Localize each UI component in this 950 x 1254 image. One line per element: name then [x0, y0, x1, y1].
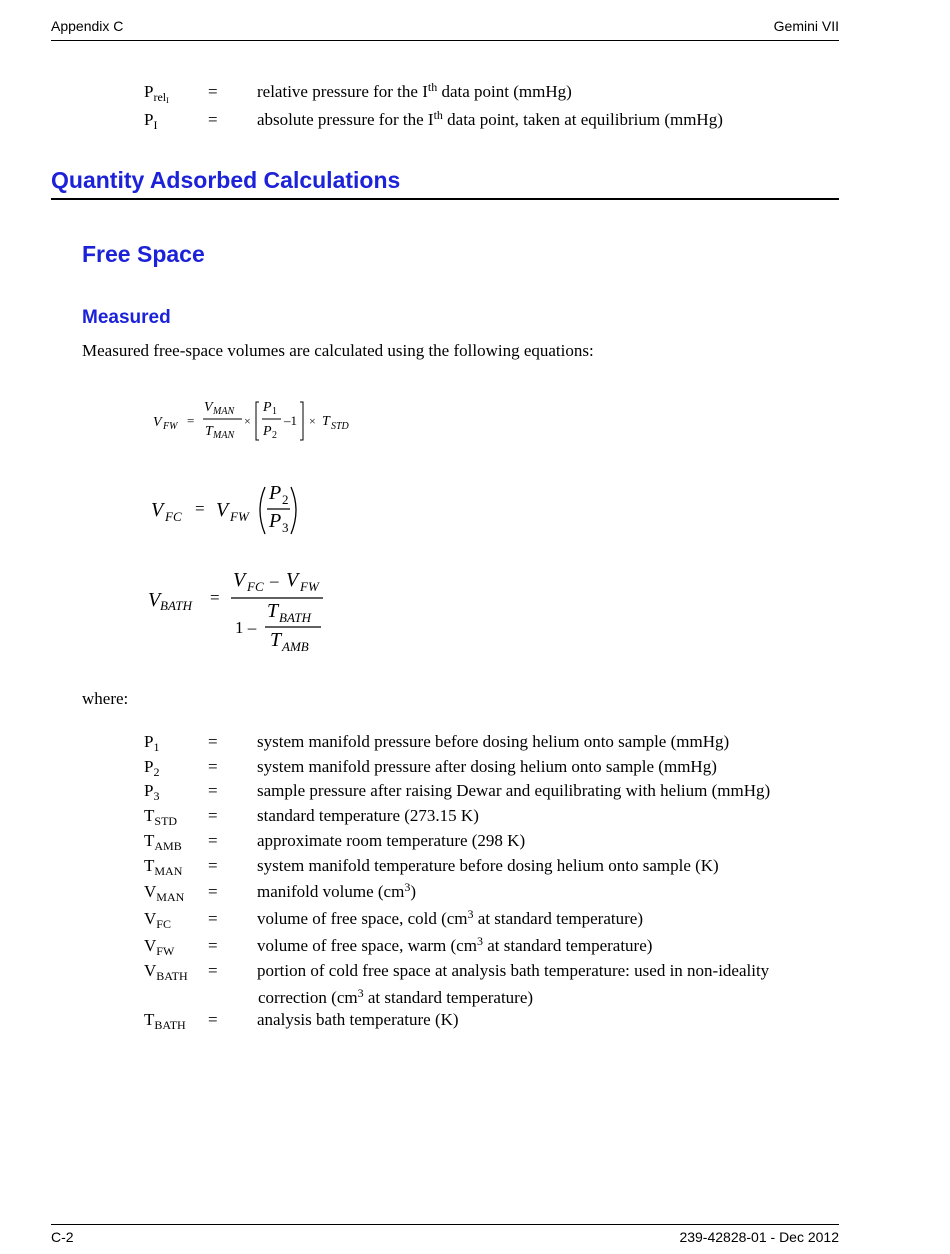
eq1-inner-num: P	[263, 400, 272, 415]
eq2-equals: =	[195, 499, 205, 518]
definition-equals: =	[208, 732, 218, 751]
definition-symbol: $P_{relI}$	[144, 82, 169, 105]
definition-symbol: $P_3$	[144, 781, 160, 803]
eq2-num-sub: 2	[282, 492, 289, 507]
definition-text: portion of cold free space at analysis bath temperature: used in non-ideality	[257, 961, 770, 980]
eq1-t: T	[322, 414, 330, 429]
definition-equals: =	[208, 936, 218, 955]
eq2-den: P	[269, 510, 282, 532]
definition-symbol: $V_{FW}$	[144, 936, 175, 958]
definition-text: approximate room temperature (298 K)	[257, 831, 526, 850]
eq2-left-paren	[260, 487, 265, 534]
definition-equals: =	[208, 82, 218, 101]
header-chapter: Appendix C	[51, 18, 124, 34]
eq3-lhs: V	[148, 589, 161, 611]
eq1-left-bracket	[256, 402, 259, 440]
definition-text: analysis bath temperature (K)	[257, 1010, 459, 1029]
eq3-num-a: V	[233, 569, 246, 591]
definition-equals: =	[208, 831, 218, 850]
definition-symbol: $V_{FC}$	[144, 909, 171, 931]
definition-equals: =	[208, 1010, 218, 1029]
eq2-lhs: V	[151, 499, 164, 521]
eq3-t-den: T	[270, 629, 282, 651]
definition-symbol: $T_{AMB}$	[144, 831, 182, 853]
running-footer	[51, 1224, 839, 1245]
definition-symbol: $T_{BATH}$	[144, 1010, 186, 1032]
definition-symbol: $P_2$	[144, 757, 160, 779]
definition-text: system manifold pressure after dosing helium onto sample (mmHg)	[257, 757, 717, 776]
definition-equals: =	[208, 909, 218, 928]
eq1-right-bracket	[300, 402, 303, 440]
definition-symbol: $P_1$	[144, 732, 160, 754]
eq1-num-sub: MAN	[213, 406, 235, 417]
definition-symbol: $V_{BATH}$	[144, 961, 188, 983]
definition-equals: =	[208, 806, 218, 825]
eq1-times2: ×	[309, 414, 316, 428]
header-product: Gemini VII	[773, 18, 839, 34]
eq1-minus-one: –1	[284, 413, 297, 428]
eq2-lhs-sub: FC	[165, 509, 182, 524]
eq1-den-sub: MAN	[213, 430, 235, 441]
eq3-num-b-sub: FW	[300, 579, 319, 594]
definition-text: absolute pressure for the Ith data point, taken at equilibrium (mmHg)	[257, 108, 723, 129]
eq1-inner-num-sub: 1	[272, 406, 277, 417]
eq1-inner-den: P	[263, 424, 272, 439]
subsubsection-heading: Measured	[82, 307, 171, 328]
eq1-inner-den-sub: 2	[272, 430, 277, 441]
eq3-one-minus: 1 –	[235, 618, 257, 637]
eq1-t-sub: STD	[331, 421, 349, 432]
eq3-t-den-sub: AMB	[282, 639, 309, 654]
eq3-equals: =	[210, 588, 220, 607]
eq3-t-num-sub: BATH	[279, 610, 312, 625]
footer-document-id: 239-42828-01 - Dec 2012	[679, 1229, 839, 1245]
eq2-rhs: V	[216, 499, 229, 521]
eq2-den-sub: 3	[282, 520, 289, 535]
eq1-times: ×	[244, 414, 251, 428]
eq1-den: T	[205, 424, 213, 439]
subsection-heading: Free Space	[82, 241, 205, 267]
eq1-num: V	[204, 400, 213, 415]
eq3-t-num: T	[267, 600, 279, 622]
definition-equals: =	[208, 961, 218, 980]
definition-text: relative pressure for the Ith data point (mmHg)	[257, 80, 572, 101]
running-header	[51, 18, 839, 41]
definition-equals: =	[208, 882, 218, 901]
definition-text: standard temperature (273.15 K)	[257, 806, 479, 825]
definition-equals: =	[208, 110, 218, 129]
intro-paragraph: Measured free-space volumes are calculated using the following equations:	[82, 341, 594, 360]
definition-text: manifold volume $(cm^3)$	[257, 880, 416, 901]
definition-equals: =	[208, 856, 218, 875]
definition-text: volume of free space, cold ($cm^3$ at standard temperature)	[257, 907, 643, 928]
definition-symbol: $V_{MAN}$	[144, 882, 185, 904]
eq2-rhs-sub: FW	[230, 509, 249, 524]
eq2-right-paren	[291, 487, 296, 534]
eq2-num: P	[269, 484, 282, 504]
definition-text: system manifold pressure before dosing helium onto sample (mmHg)	[257, 732, 730, 751]
section-heading: Quantity Adsorbed Calculations	[51, 167, 839, 200]
definition-text: system manifold temperature before dosing helium onto sample (K)	[257, 856, 719, 875]
footer-page-number: C-2	[51, 1229, 74, 1245]
definition-text: volume of free space, warm ($cm^3$ at standard temperature)	[257, 934, 653, 955]
eq1-lhs-sub: FW	[163, 421, 178, 432]
definition-symbol: $T_{MAN}$	[144, 856, 183, 878]
definition-text-continued: correction ($cm^3$ at standard temperature)	[258, 986, 534, 1007]
definition-symbol: $T_{STD}$	[144, 806, 178, 828]
where-label: where:	[82, 689, 129, 708]
equation-vfc	[145, 484, 315, 540]
equation-vfw	[150, 394, 370, 446]
definition-equals: =	[208, 757, 218, 776]
eq3-num-a-sub: FC	[247, 579, 264, 594]
eq3-lhs-sub: BATH	[160, 598, 193, 613]
equation-vbath	[145, 566, 345, 662]
eq1-equals: =	[187, 413, 195, 428]
definition-symbol: $P_I$	[144, 110, 158, 132]
definition-equals: =	[208, 781, 218, 800]
eq3-minus: –	[270, 571, 279, 590]
eq1-lhs: V	[153, 415, 162, 430]
definition-text: sample pressure after raising Dewar and equilibrating with helium (mmHg)	[257, 781, 771, 800]
eq3-num-b: V	[286, 569, 299, 591]
